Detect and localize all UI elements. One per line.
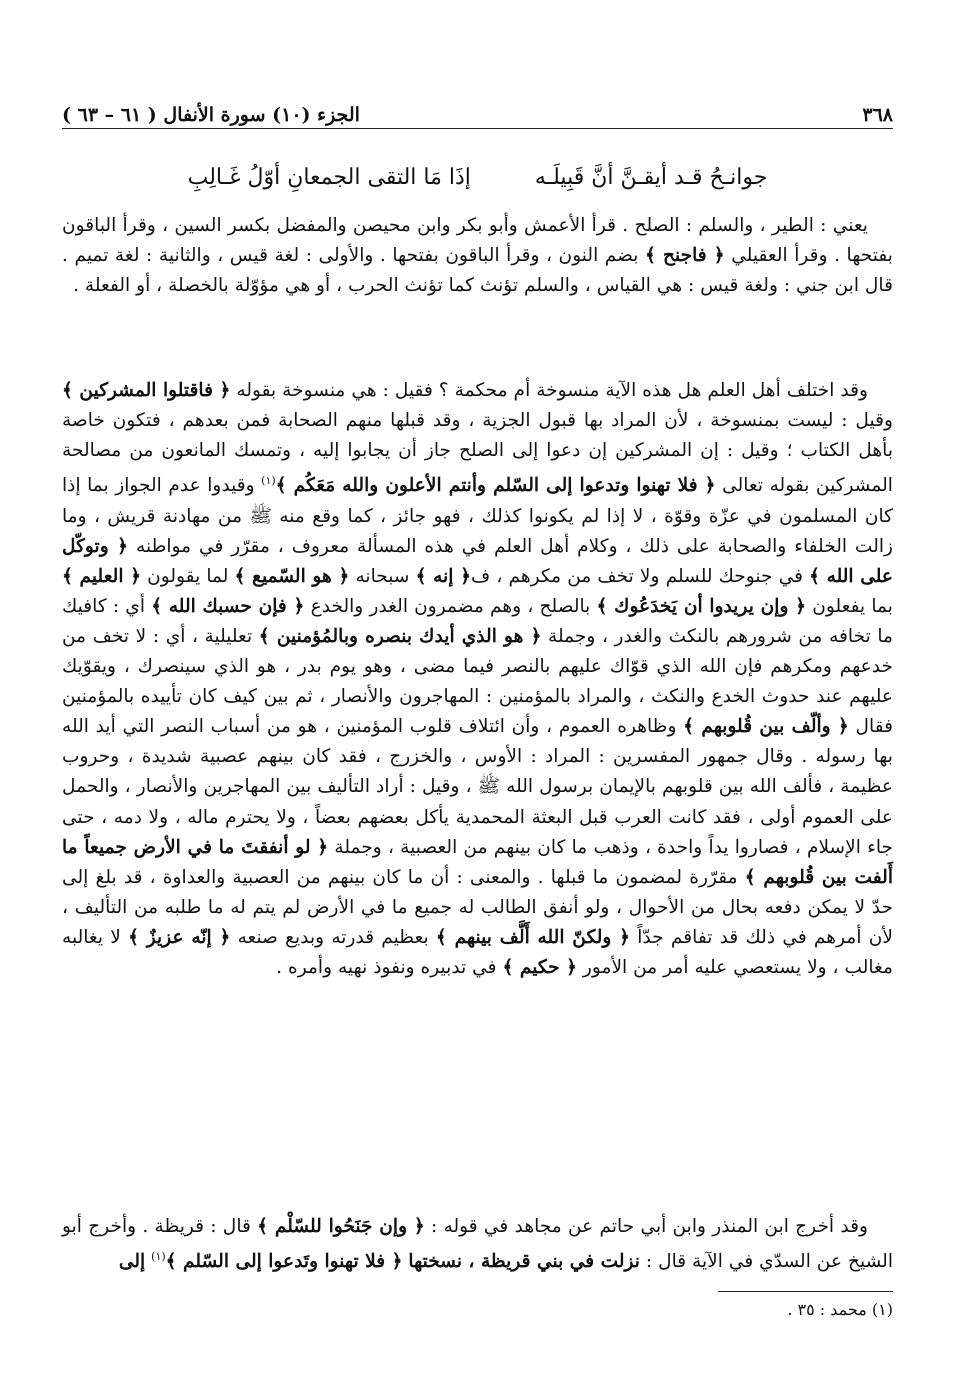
quran-quote: ﴿ إنه ﴾ bbox=[415, 565, 471, 587]
page-number: ٣٦٨ bbox=[862, 104, 893, 126]
quran-quote: ﴿ ولكنّ الله أَلَّف بينهم ﴾ bbox=[435, 926, 631, 948]
text-run: بما يفعلون bbox=[812, 595, 893, 617]
quran-quote: ﴿ فإن حسبك الله ﴾ bbox=[151, 595, 305, 617]
text-run: في تدبيره ونفوذ نهيه وأمره . bbox=[276, 956, 497, 978]
text-run: وقد اختلف أهل العلم هل هذه الآية منسوخة أم محكمة ؟ فقيل : هي منسوخة بقوله bbox=[236, 380, 868, 401]
narration-quote: نزلت في بني قريظة ، نسختها bbox=[408, 1251, 640, 1273]
text-run: تعليلية ، أي : لا تخف من خدعهم ومكرهم فإن الله الذي قوّاك عليهم بالنصر فيما مضى ، وهو يوم بدر ، هو الذي سينصرك ، ويقوّيك عليهم عند حدوث الخدع والنكث ، والمراد بالمؤمنين : المهاجرون والأنصار ، ثم بين كيف كان تأييده بالمؤمنين فقال bbox=[62, 625, 894, 738]
quran-quote: ﴿ وتوكّل على الله ﴾ bbox=[62, 535, 893, 587]
text-run: في جنوحك للسلم ولا تخف من مكرهم ، ف bbox=[470, 565, 803, 587]
text-run: مقرّرة لمضمون ما قبلها . والمعنى : أن ما كان بينهم من العصبية والعداوة ، قد بلغ إلى حدّ لا يمكن دفعه بحال من الأحوال ، ولو أنفق الطالب له جميع ما في الأرض لم يتم له ما طلبه من التأليف ، لأن أمرهم في ذلك قد تفاقم جدّاً bbox=[62, 866, 893, 948]
text-run: وظاهره العموم ، وأن ائتلاف قلوب المؤمنين ، هو من أسباب النصر التي أيد الله بها رسوله . وقال جمهور المفسرين : المراد : الأوس ، والخزرج ، فقد كان بينهم عصبية شديدة ، وحروب عظيمة ، فألف الله بين قلوبهم بالإيمان برسول الله ﷺ ، وقيل : أراد التأليف بين المهاجرين والأنصار ، والحمل على العموم أولى ، فقد كانت العرب قبل البعثة المحمدية يأكل بعضهم بعضاً ، ولا يحترم ماله ، ولا دمه ، حتى جاء الإسلام ، فصاروا يداً واحدة ، وذهب ما كان بينهم من العصبية ، وجملة bbox=[62, 716, 893, 858]
text-run: وقد أخرج ابن المنذر وابن أبي حاتم عن مجاهد في قوله : bbox=[431, 1216, 868, 1237]
text-run: سبحانه bbox=[355, 565, 410, 587]
poetry-verse bbox=[62, 165, 893, 199]
verse-first-hemistich: جوانـحُ قـد أيقـنَّ أنَّ قَبِيلَـه bbox=[534, 165, 768, 190]
text-run: لا يغالبه مغالب ، ولا يستعصي عليه أمر من الأمور bbox=[62, 926, 893, 978]
quran-quote: ﴿ العليم ﴾ bbox=[62, 565, 142, 587]
footnote: (١) محمد : ٣٥ . bbox=[787, 1300, 893, 1319]
quran-quote: ﴿ وإن جَنَحُوا للسّلْم ﴾ bbox=[257, 1216, 425, 1237]
footnote-ref: (١) bbox=[151, 1250, 166, 1264]
header-rule bbox=[62, 128, 893, 129]
quran-quote: ﴿ هو الذي أيدك بنصره وبالمُؤمنين ﴾ bbox=[258, 625, 542, 647]
paragraph-1-text: يعني : الطير ، والسلم : الصلح . قرأ الأعمش وأبو بكر وابن محيصن والمفضل بكسر السين ، وقرأ الباقون بفتحها . وقرأ العقيلي bbox=[62, 215, 893, 267]
quran-quote: ﴿ فاجنح ﴾ bbox=[645, 245, 725, 267]
paragraph-1 bbox=[62, 211, 893, 301]
paragraph-3 bbox=[62, 1212, 893, 1277]
quran-quote: ﴿ حكيم ﴾ bbox=[502, 956, 577, 978]
quran-quote: ﴿ فاقتلوا المشركين ﴾ bbox=[62, 380, 231, 401]
quran-quote: ﴿ هو السّميع ﴾ bbox=[234, 565, 350, 587]
running-title: الجزء (١٠) سورة الأنفال ( ٦١ – ٦٣ ) bbox=[62, 104, 360, 126]
quran-quote: ﴿ فلا تهنوا وتدعوا إلى السّلم وأنتم الأعلون والله مَعَكُم ﴾ bbox=[275, 475, 716, 497]
footnote-rule bbox=[718, 1291, 893, 1292]
narration-quote: إلى bbox=[118, 1251, 146, 1273]
verse-second-hemistich: إذَا مَا التقى الجمعانِ أوّلُ غَـالِبِ bbox=[187, 165, 471, 190]
text-run: أي : كافيك ما تخافه من شرورهم بالنكث والغدر ، وجملة bbox=[62, 595, 893, 647]
paragraph-1-text-cont: بضم النون ، وقرأ الباقون بفتحها . والأولى : لغة قيس ، والثانية : لغة تميم . قال ابن جني : ولغة قيس : هي القياس ، والسلم تؤنث كما تؤنث الحرب ، أو هي مؤوّلة بالخصلة ، أو الفعلة . bbox=[62, 245, 893, 297]
quran-quote: ﴿ فلا تهنوا وتَدعوا إلى السّلم ﴾ bbox=[165, 1251, 403, 1273]
text-run: قال : قريظة . وأخرج أبو الشيخ عن السدّي في الآية قال : bbox=[62, 1216, 893, 1273]
quran-quote: ﴿ لو أنفقتَ ما في الأرض جميعاً ما أَلفت بين قُلوبهم ﴾ bbox=[62, 836, 893, 888]
text-run: وقيل : ليست بمنسوخة ، لأن المراد بها قبول الجزية ، وقد قبلها منهم الصحابة فمن بعدهم ، فتكون خاصة بأهل الكتاب ؛ وقيل : إن المشركين إن دعوا إلى الصلح جاز أن يجابوا إليه ، وتمسك المانعون من مصالحة المشركين بقوله تعالى bbox=[62, 410, 893, 497]
quran-quote: ﴿ وألّف بين قُلوبهم ﴾ bbox=[683, 716, 849, 738]
text-run: بالصلح ، وهم مضمرون الغدر والخدع bbox=[310, 595, 591, 617]
text-run: لما يقولون bbox=[147, 565, 229, 587]
footnote-ref: (١) bbox=[261, 474, 276, 488]
quran-quote: ﴿ وإن يريدوا أن يَخدَعُوك ﴾ bbox=[596, 595, 807, 617]
text-run: وقيدوا عدم الجواز بما إذا كان المسلمون في عزّة وقوّة ، لا إذا لم يكونوا كذلك ، فهو جائز ، كما وقع منه ﷺ من مهادنة قريش ، وما زالت الخلفاء والصحابة على ذلك ، وكلام أهل العلم في هذه المسألة معروف ، مقرّر في مواطنه bbox=[62, 475, 894, 557]
paragraph-2 bbox=[62, 376, 893, 983]
page-header bbox=[62, 92, 893, 126]
quran-quote: ﴿ إنّه عزيزٌ ﴾ bbox=[128, 926, 231, 948]
text-run: بعظيم قدرته وبديع صنعه bbox=[237, 926, 429, 948]
